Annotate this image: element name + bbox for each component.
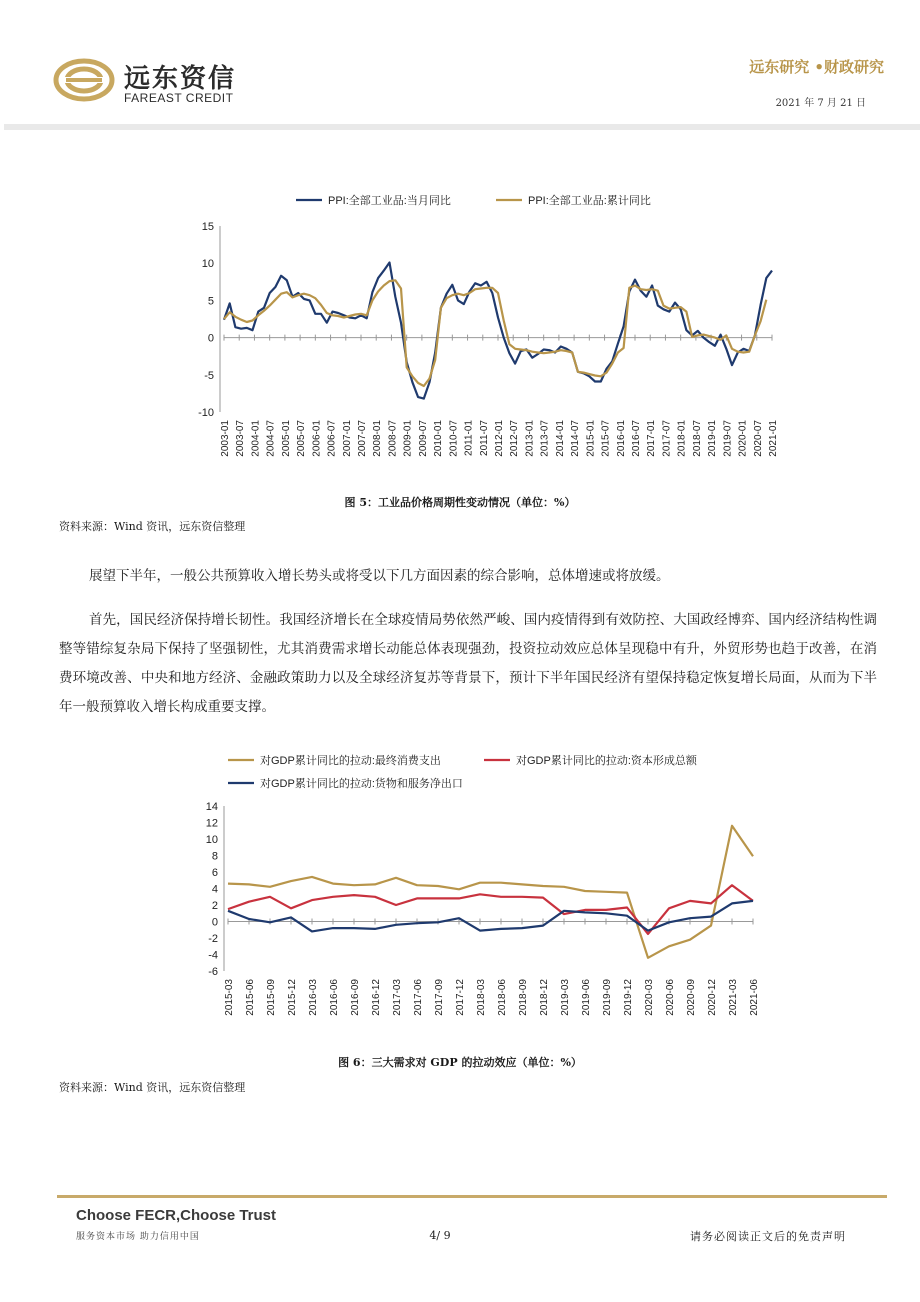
x-tick-label: 2016-07: [631, 420, 642, 457]
y-tick-label: 10: [201, 258, 214, 271]
x-tick-label: 2004-07: [265, 420, 277, 457]
x-tick-label: 2003-01: [220, 420, 231, 457]
x-tick-label: 2019-03: [560, 979, 571, 1016]
footer-slogan: Choose FECR,Choose Trust: [76, 1207, 277, 1224]
x-tick-label: 2015-01: [585, 420, 597, 457]
y-tick-label: 2: [211, 900, 218, 912]
report-date: 2021 年 7 月 21 日: [775, 98, 866, 109]
x-tick-label: 2020-07: [752, 420, 764, 457]
brand-name-en: FAREAST CREDIT: [124, 91, 234, 105]
x-tick-label: 2018-12: [539, 979, 550, 1016]
figure-5-caption: 图 5：工业品价格周期性变动情况（单位：%）: [344, 496, 576, 509]
series-line-2: [224, 280, 766, 386]
x-tick-label: 2014-01: [554, 420, 566, 457]
footer-disclaimer: 请务必阅读正文后的免责声明: [690, 1230, 846, 1243]
x-tick-label: 2006-07: [326, 420, 338, 457]
y-tick-label: 12: [205, 817, 218, 830]
x-tick-label: 2018-09: [518, 979, 529, 1016]
x-tick-label: 2019-01: [707, 420, 719, 457]
paragraph-outlook: 展望下半年，一般公共预算收入增长势头或将受以下几方面因素的综合影响，总体增速或将放缓。: [89, 568, 670, 584]
x-tick-label: 2015-07: [600, 420, 612, 457]
gdp-demand-line-chart: [190, 745, 790, 1045]
x-tick-label: 2015-09: [266, 979, 277, 1016]
x-tick-label: 2019-12: [623, 979, 634, 1016]
legend-label: 对GDP累计同比的拉动:资本形成总额: [516, 755, 697, 767]
x-tick-label: 2009-07: [417, 420, 429, 457]
y-tick-label: 14: [205, 801, 218, 813]
x-tick-label: 2003-07: [235, 420, 247, 457]
x-tick-label: 2011-07: [478, 420, 490, 456]
series-line-1: [228, 826, 753, 958]
x-tick-label: 2012-07: [509, 420, 521, 457]
brand-name-cn: 远东资信: [124, 64, 237, 94]
x-tick-label: 2006-01: [311, 420, 323, 457]
footer-divider: [57, 1195, 887, 1198]
x-tick-label: 2016-03: [308, 979, 319, 1016]
x-tick-label: 2010-07: [448, 420, 460, 457]
x-tick-label: 2017-09: [434, 979, 445, 1016]
x-tick-label: 2021-01: [768, 420, 779, 457]
x-tick-label: 2018-01: [676, 419, 688, 457]
x-tick-label: 2016-09: [350, 979, 361, 1016]
header-divider: [4, 124, 920, 130]
ppi-line-chart: [180, 180, 800, 480]
legend-label: PPI:全部工业品:累计同比: [528, 195, 651, 207]
x-tick-label: 2019-06: [581, 979, 592, 1016]
figure-6-caption: 图 6：三大需求对 GDP 的拉动效应（单位：%）: [338, 1056, 582, 1069]
x-tick-label: 2020-06: [665, 979, 676, 1016]
y-tick-label: 6: [211, 867, 218, 879]
x-tick-label: 2021-06: [749, 979, 760, 1016]
y-tick-label: -2: [208, 933, 218, 945]
x-tick-label: 2020-03: [644, 979, 655, 1016]
x-tick-label: 2016-06: [329, 979, 340, 1016]
x-tick-label: 2017-12: [455, 979, 466, 1016]
y-tick-label: 0: [207, 332, 214, 345]
x-tick-label: 2005-01: [280, 420, 292, 457]
x-tick-label: 2004-01: [250, 420, 262, 457]
x-tick-label: 2013-01: [524, 420, 536, 457]
x-tick-label: 2011-01: [463, 420, 475, 456]
figure-5-source: 资料来源：Wind 资讯，远东资信整理: [59, 520, 246, 533]
x-tick-label: 2005-07: [296, 420, 308, 457]
y-tick-label: 15: [201, 221, 214, 233]
x-tick-label: 2008-01: [372, 420, 384, 457]
page-header: [0, 0, 920, 132]
x-tick-label: 2019-07: [722, 420, 734, 457]
x-tick-label: 2007-07: [357, 420, 368, 457]
x-tick-label: 2019-09: [602, 979, 613, 1016]
x-tick-label: 2020-09: [686, 979, 697, 1016]
x-tick-label: 2018-03: [476, 979, 487, 1016]
x-tick-label: 2017-06: [413, 979, 424, 1016]
x-tick-label: 2014-07: [570, 420, 582, 457]
fareast-logo-icon: [52, 56, 116, 104]
y-tick-label: -10: [198, 407, 214, 419]
x-tick-label: 2017-01: [646, 420, 658, 457]
legend-label: 对GDP累计同比的拉动:货物和服务净出口: [260, 778, 463, 790]
report-section-title: 远东研究 •财政研究: [749, 58, 884, 76]
y-tick-label: -4: [208, 949, 218, 962]
x-tick-label: 2007-01: [341, 420, 353, 457]
y-tick-label: 5: [207, 295, 214, 308]
x-tick-label: 2009-01: [402, 420, 414, 457]
x-tick-label: 2013-07: [539, 420, 551, 457]
figure-6-source: 资料来源：Wind 资讯，远东资信整理: [59, 1081, 246, 1094]
figure-6-chart: [190, 745, 790, 1045]
y-tick-label: -6: [208, 966, 218, 978]
x-tick-label: 2017-07: [661, 420, 673, 457]
page-number: 4/ 9: [429, 1229, 451, 1242]
y-tick-label: 0: [211, 916, 218, 929]
x-tick-label: 2020-01: [737, 420, 749, 457]
x-tick-label: 2008-07: [387, 420, 399, 457]
x-tick-label: 2015-12: [287, 979, 298, 1016]
legend-label: PPI:全部工业品:当月同比: [328, 195, 451, 207]
x-tick-label: 2020-12: [707, 979, 718, 1016]
x-tick-label: 2017-03: [392, 979, 403, 1016]
paragraph-economy-resilience: 首先，国民经济保持增长韧性。我国经济增长在全球疫情局势依然严峻、国内疫情得到有效防控、大国政经博弈、国内经济结构性调整等错综复杂局下保持了坚强韧性，尤其消费需求增长动能总体表现强劲，投资拉动效应总体呈现稳中有升，外贸形势也趋于改善，在消费环境改善、中央和地方经济、金融政策助力以及全球经济复苏等背景下，预计下半年国民经济有望保持稳定恢复增长局面，从而为下半年一般预算收入增长构成重要支撑。: [59, 612, 877, 715]
x-tick-label: 2018-07: [691, 420, 703, 457]
y-tick-label: 4: [211, 883, 218, 896]
y-tick-label: -5: [204, 369, 214, 382]
x-tick-label: 2010-01: [433, 420, 445, 457]
x-tick-label: 2016-01: [615, 420, 627, 457]
x-tick-label: 2021-03: [728, 979, 739, 1016]
x-tick-label: 2016-12: [371, 979, 382, 1016]
x-tick-label: 2018-06: [497, 979, 508, 1016]
x-tick-label: 2015-03: [224, 979, 235, 1016]
x-tick-label: 2015-06: [245, 979, 256, 1016]
x-tick-label: 2012-01: [494, 420, 505, 457]
legend-label: 对GDP累计同比的拉动:最终消费支出: [260, 755, 441, 767]
footer-slogan-sub: 服务资本市场 助力信用中国: [76, 1232, 200, 1242]
figure-5-chart: [180, 180, 800, 480]
y-tick-label: 10: [205, 834, 218, 846]
y-tick-label: 8: [211, 850, 218, 863]
